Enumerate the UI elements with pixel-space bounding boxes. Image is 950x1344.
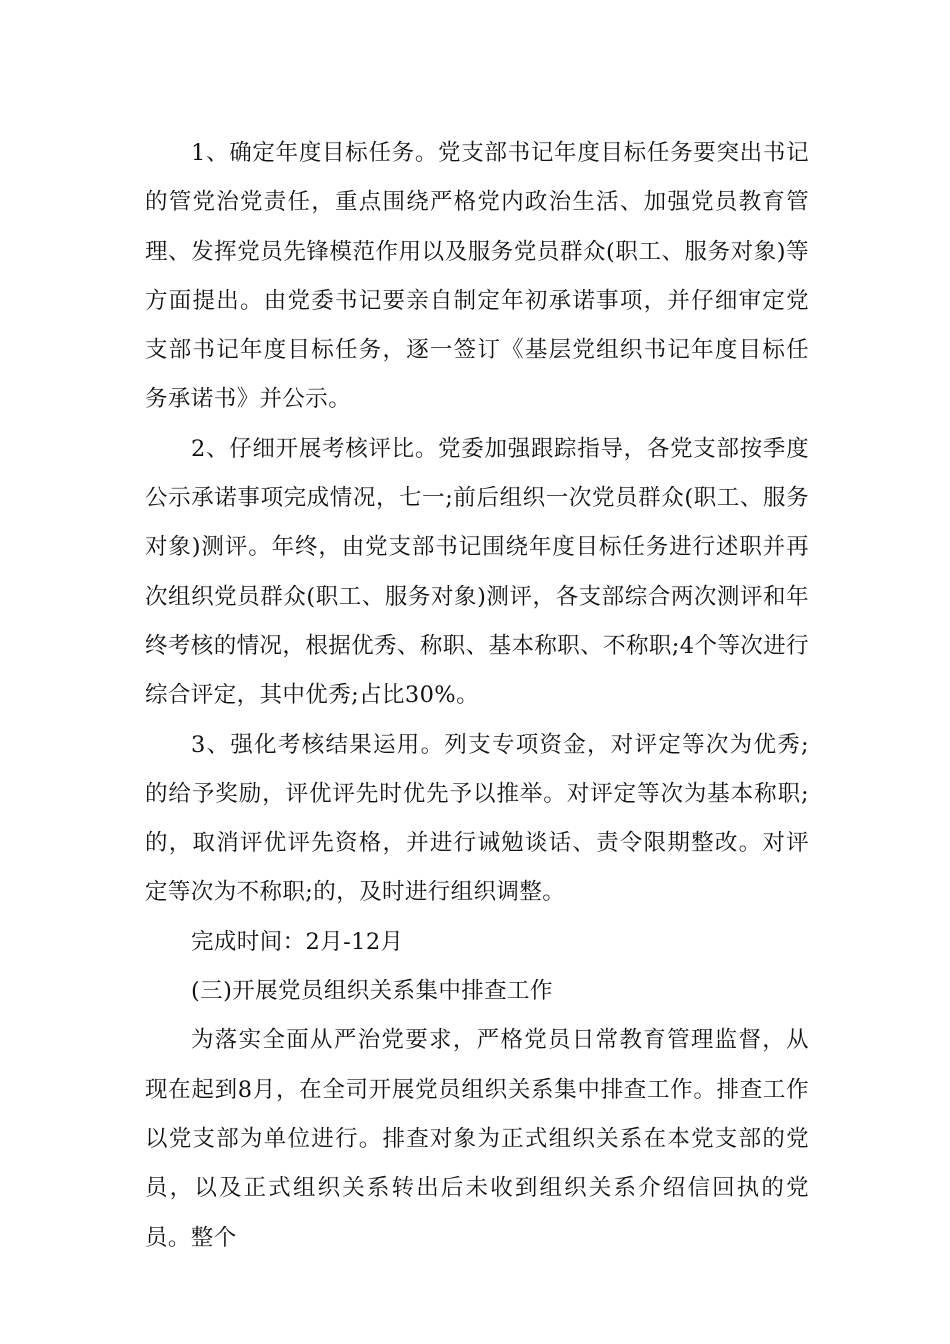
section-heading-membership-check: (三)开展党员组织关系集中排查工作 [191, 978, 553, 1005]
paragraph-assessment-evaluation: 2、仔细开展考核评比。党委加强跟踪指导，各党支部按季度公示承诺事项完成情况，七一;前后组织一次党员群众(职工、服务对象)测评。年终，由党支部书记围绕年度目标任务进行述职并再次组织党员群众(职工、服务对象)测评，各支部综合两次测评和年终考核的情况，根据优秀、称职、基本称职、不称职;4个等次进行综合评定，其中优秀;占比30%。 [145, 435, 809, 709]
paragraph-membership-check: 为落实全面从严治党要求，严格党员日常教育管理监督，从现在起到8月，在全司开展党员组织关系集中排查工作。排查工作以党支部为单位进行。排查对象为正式组织关系在本党支部的党员，以及正式组织关系转出后未收到组织关系介绍信回执的党员。整个 [145, 1027, 809, 1251]
paragraph-assessment-results: 3、强化考核结果运用。列支专项资金，对评定等次为优秀;的给予奖励，评优评先时优先予以推举。对评定等次为基本称职;的，取消评优评先资格，并进行诫勉谈话、责令限期整改。对评定等次为不称职;的，及时进行组织调整。 [145, 731, 809, 906]
paragraph-completion-time: 完成时间：2月-12月 [191, 928, 404, 955]
paragraph-annual-target-tasks: 1、确定年度目标任务。党支部书记年度目标任务要突出书记的管党治党责任，重点围绕严格党内政治生活、加强党员教育管理、发挥党员先锋模范作用以及服务党员群众(职工、服务对象)等方面提出。由党委书记要亲自制定年初承诺事项，并仔细审定党支部书记年度目标任务，逐一签订《基层党组织书记年度目标任务承诺书》并公示。 [145, 140, 809, 413]
document-body [145, 129, 809, 1263]
